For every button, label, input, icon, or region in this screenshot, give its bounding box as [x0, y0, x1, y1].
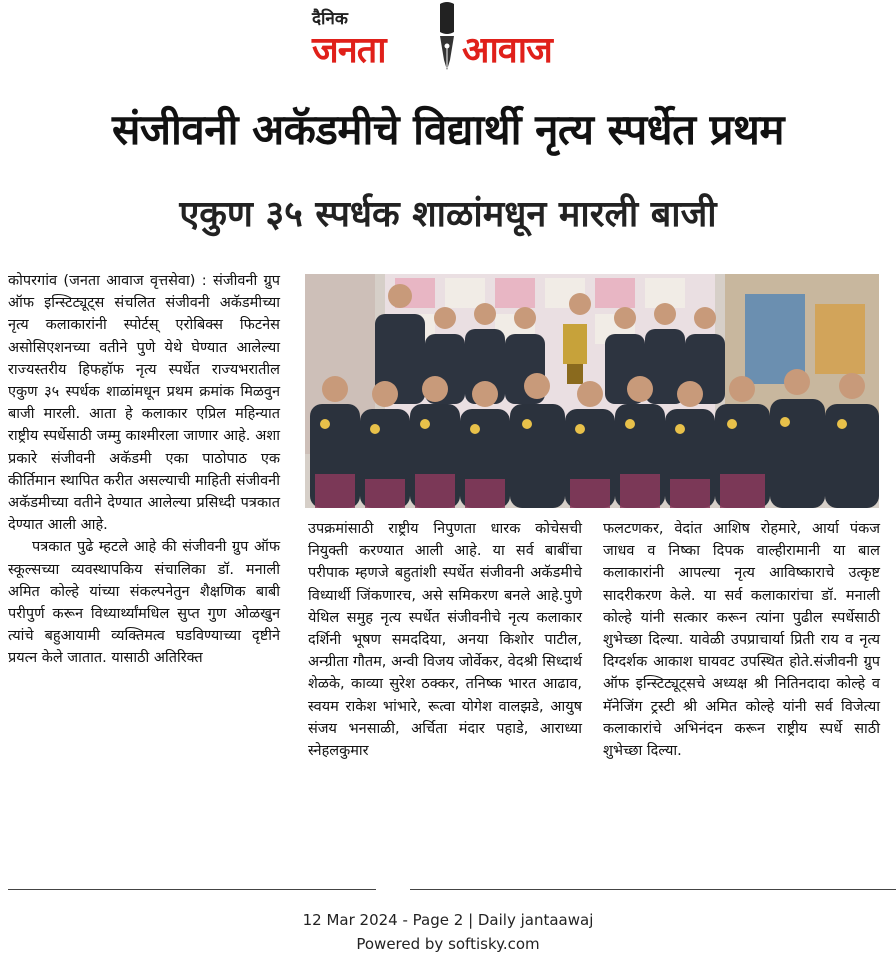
footer-rule-left	[8, 889, 376, 890]
pen-nib-icon	[436, 2, 458, 72]
headline: संजीवनी अकॅडमीचे विद्यार्थी नृत्य स्पर्धेत प्रथम	[111, 105, 784, 154]
article-paragraph: उपक्रमांसाठी राष्ट्रीय निपुणता धारक कोचेसची नियुक्ती करण्यात आली आहे. या सर्व बाबींचा परीपाक म्हणजे बहुतांशी स्पर्धेत संजीवनी अकॅडमीचे विध्यार्थी जिंकणारच, असे समिकरण बनले आहे.पुणे येथिल समुह नृत्य स्पर्धेत संजीवनीचे नृत्य कलाकार दर्शिनी भूषण समददिया, अनया किशोर पाटील, अन्ग्रीता गौतम, अन्वी विजय जोर्वेकर, वेदश्री सिध्दार्थ शेळके, काव्या सुरेश ठक्कर, तनिष्क भारत आढाव, स्वयम राकेश भांभारे, रूत्वा योगेश वालझडे, आयुष संजय भनसाळी, अर्चिता मंदार पहाडे, आराध्या स्नेहलकुमार	[308, 521, 582, 760]
article-column-2	[308, 518, 582, 762]
article-paragraph: कोपरगांव (जनता आवाज वृत्तसेवा) : संजीवनी ग्रुप ऑफ इन्स्टिट्यूट्स संचलित संजीवनी अकॅडमीच्या नृत्य कलाकारांनी स्पोर्टस् एरोबिक्स फिटनेस असोसिएशनच्या वतीने पुणे येथे घेण्यात आलेल्या राज्यस्तरीय हिफहॉफ नृत्य स्पर्धेत राज्यभरातील एकुण ३५ स्पर्धक शाळांमधून प्रथम क्रमांक मिळवुन बाजी मारली. आता हे कलाकार एप्रिल महिन्यात राष्ट्रीय स्पर्धेसाठी जम्मु काश्मीरला जाणार आहे. अशा प्रकारे संजीवनी अकॅडमी एका पाठोपाठ एक कीर्तिमान स्थापित करीत असल्याची माहिती संजीवनी अकॅडमीच्या वतीने देण्यात आलेल्या प्रसिध्दी पत्रकात देण्यात आली आहे.	[8, 273, 280, 534]
article-paragraph: फलटणकर, वेदांत आशिष रोहमारे, आर्या पंकज जाधव व निष्का दिपक वाल्हीरामानी या बाल कलाकारांनी आपल्या नृत्य आविष्काराचे उत्कृष्ट सादरीकरण केले. या सर्व कलाकारांचा डॉ. मनाली कोल्हे यांनी सत्कार करून त्यांना पुढील स्पर्धेसाठी शुभेच्छा दिल्या. यावेळी उपप्राचार्या प्रिती राय व नृत्य दिग्दर्शक आकाश घायवट उपस्थित होते.संजीवनी ग्रुप ऑफ इन्स्टिट्यूट्सचे अध्यक्ष श्री नितिनदादा कोल्हे व मॅनेजिंग ट्रस्टी श्री अमित कोल्हे यांनी सर्व विजेत्या कलाकारांचे अभिनंदन करून राष्ट्रीय स्पर्धे साठी शुभेच्छा दिल्या.	[603, 521, 880, 760]
footer-rule-right	[410, 889, 896, 890]
masthead-title-right: आवाज	[462, 30, 552, 71]
masthead-title-left: जनता	[312, 30, 386, 71]
masthead-prefix: दैनिक	[312, 9, 348, 29]
article-paragraph: पत्रकात पुढे म्हटले आहे की संजीवनी ग्रुप ऑफ स्कूल्सच्या व्यवस्थापकिय संचालिका डॉ. मनाली अमित कोल्हे यांच्या संकल्पनेतुन शैक्षणिक बाबी परीपुर्ण करून विध्यार्थ्यांमधिल सुप्त गुण ओळखुन त्यांचे बहुआयामी व्यक्तिमत्व घडविण्याच्या दृष्टीने प्रयत्न केले जातात. यासाठी अतिरिक्त	[8, 539, 280, 667]
footer-powered-by: Powered by softisky.com	[356, 935, 540, 953]
footer-date-line: 12 Mar 2024 - Page 2 | Daily jantaawaj	[302, 911, 594, 929]
article-photo	[305, 274, 879, 508]
subheadline: एकुण ३५ स्पर्धक शाळांमधून मारली बाजी	[179, 194, 717, 235]
masthead	[0, 0, 896, 76]
article-column-3	[603, 518, 880, 762]
group-photo-illustration	[305, 274, 879, 508]
article-column-1	[8, 270, 280, 670]
